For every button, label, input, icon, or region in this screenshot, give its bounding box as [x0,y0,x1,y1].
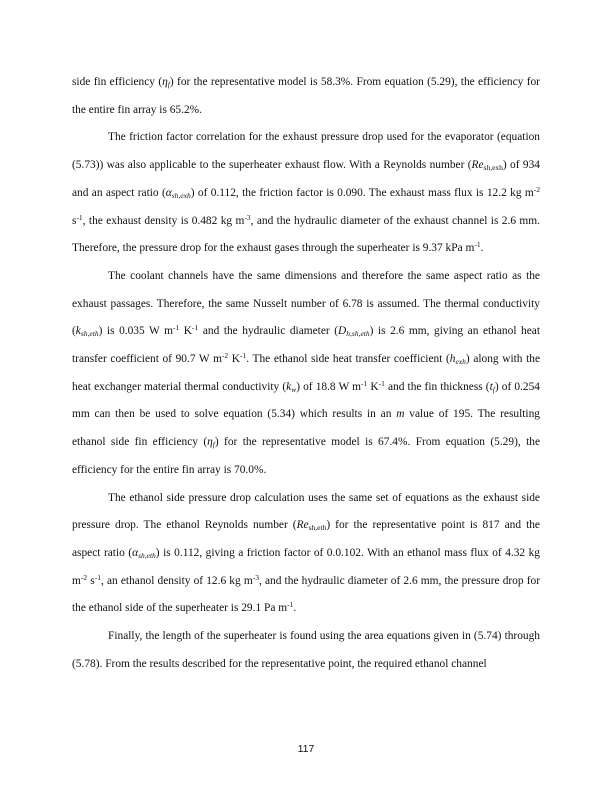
superscript: -1 [173,323,180,333]
body-text [72,69,540,678]
text-run: . [480,242,484,255]
paragraph-coolant-channels [72,263,540,485]
text-run: ) is 2.6 mm, giving an ethanol heat transfer coefficient of 90.7 W m [72,325,541,366]
text-run: ) of 934 and an aspect ratio ( [72,159,540,199]
text-run: s [87,574,95,587]
text-run: The friction factor correlation for the exhaust pressure drop used for the evaporator (equation (5.73)) was also applicable to the superheater exhaust flow. With a Reynolds number ( [72,131,540,172]
superscript: -1 [76,212,83,222]
symbol-alpha: $\alpha_{sh,exh}$ [165,186,191,200]
superscript: -2 [533,184,540,194]
superscript: -3 [244,212,251,222]
text-run: ) for the representative point is 817 and the aspect ratio ( [72,519,540,559]
text-run: K [179,325,193,338]
paragraph-fin-efficiency-exhaust [72,69,540,124]
superscript: -1 [474,240,481,250]
page-number: 117 [297,743,315,755]
text-run: K [367,380,379,393]
text-run: and the hydraulic diameter ( [198,325,339,338]
superscript: -2 [221,351,229,361]
superscript: -3 [252,572,259,582]
paragraph-superheater-length [72,623,540,678]
symbol-kw: $k_w$ [286,380,297,394]
text-run: , an ethanol density of 12.6 kg m [100,574,253,587]
superscript: -1 [287,600,294,610]
symbol-m: m [396,408,405,421]
text-run: , the exhaust density is 0.482 kg m [82,214,245,227]
text-run: ) along with the heat exchanger material thermal conductivity ( [72,353,541,393]
subscript: sh,eth [308,523,327,533]
symbol-t: $t_f$ [489,380,495,394]
text-run: ) for the representative model is 67.4%. From equation (5.29), the efficiency for the entire fin array is 70.0%. [72,436,540,476]
symbol-alpha: $\alpha_{sh,eth}$ [132,546,156,560]
text-run: , and the hydraulic diameter of the exhaust channel is 2.6 mm. Therefore, the pressure drop for the exhaust gases through the superheater is 9.37 kPa m [72,214,540,255]
text-run: ) of 0.254 mm can then be used to solve equation (5.34) which results in an [72,380,540,421]
symbol-d: $D_{h,sh,eth}$ [338,325,370,339]
text-run: side fin efficiency ( [72,76,163,88]
paragraph-ethanol-pressure-drop [72,485,540,624]
text-run: and the fin thickness ( [384,380,490,393]
paragraph-exhaust-pressure-drop [72,124,540,263]
symbol-reynolds: Re [471,159,484,172]
text-run: ) for the representative model is 58.3%. From equation (5.29), the efficiency for the entire fin array is 65.2%. [72,76,540,116]
superscript: -1 [94,572,101,582]
symbol-h: $h_{exh}$ [449,353,466,367]
superscript: -1 [378,378,385,388]
text-run: ) of 0.112, the friction factor is 0.090. The exhaust mass flux is 12.2 kg m [190,186,534,199]
superscript: -1 [192,323,199,333]
text-run: ) is 0.035 W m [98,325,173,338]
text-run: K [228,353,241,366]
superscript: -1 [361,378,368,388]
text-run: . The ethanol side heat transfer coefficient ( [246,353,450,366]
symbol-eta: $\eta_f$ [162,76,170,89]
superscript: -1 [240,351,247,361]
text-run: . [293,602,297,615]
text-run: The ethanol side pressure drop calculation uses the same set of equations as the exhaust side pressure drop. The ethanol Reynolds number ( [72,491,540,532]
symbol-eta: $\eta_f$ [207,436,215,450]
text-run: value of 195. The resulting ethanol side fin efficiency ( [72,408,540,449]
text-run: , and the hydraulic diameter of 2.6 mm, the pressure drop for the ethanol side of the superheater is 29.1 Pa m [72,574,540,615]
subscript: sh,exh [483,163,503,173]
text-run: ) of 18.8 W m [296,380,362,393]
superscript: -2 [80,572,88,582]
text-run: s [72,214,77,227]
text-run: Finally, the length of the superheater is found using the area equations given in (5.74) through (5.78). From the results described for the representative point, the required ethanol channel [72,630,540,670]
symbol-k: $k_{sh,eth}$ [75,325,99,339]
symbol-reynolds: Re [296,519,309,532]
text-run: ) is 0.112, giving a friction factor of 0.0.102. With an ethanol mass flux of 4.32 kg m [72,546,540,587]
text-run: The coolant channels have the same dimensions and therefore the same aspect ratio as the exhaust passages. Therefore, the same Nusselt number of 6.78 is assumed. The thermal conductivity ( [72,269,540,338]
